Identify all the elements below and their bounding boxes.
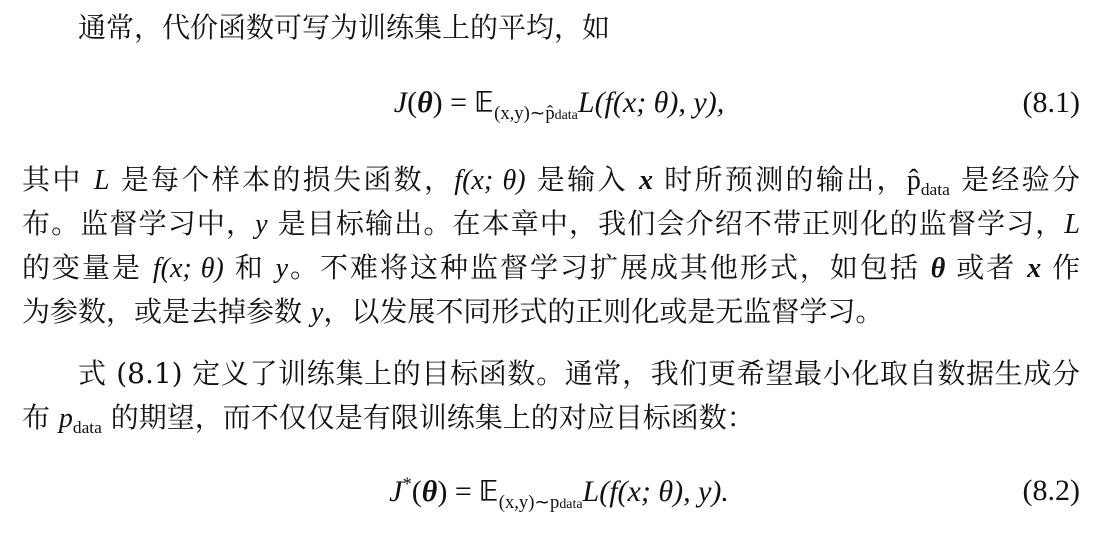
equation-8-1-formula: J(θ) = 𝔼$_{(x,y)\sim p̂data}$L(f(x; θ), y), bbox=[393, 86, 725, 124]
equation-8-2-number: (8.2) bbox=[1022, 474, 1080, 507]
equation-8-1-number: (8.1) bbox=[1022, 86, 1080, 119]
paragraph-2-line-2: 布。监督学习中，y 是目标输出。在本章中，我们会介绍不带正则化的监督学习，L bbox=[22, 207, 1080, 240]
paragraph-2-line-1: 其中 L 是每个样本的损失函数，f(x; θ) 是输入 x 时所预测的输出，$p̂_{data}$ 是经验分 bbox=[22, 163, 1080, 200]
paragraph-3-line-1: 式 (8.1) 定义了训练集上的目标函数。通常，我们更希望最小化取自数据生成分 bbox=[78, 357, 1080, 390]
equation-8-2-formula: J*(θ) = 𝔼$_{(x,y)\sim pdata}$L(f(x; θ), y). bbox=[389, 474, 729, 513]
paragraph-1-line-1: 通常，代价函数可写为训练集上的平均，如 bbox=[78, 11, 611, 44]
equation-8-1 bbox=[0, 82, 1118, 132]
paragraph-2-line-3: 的变量是 f(x; θ) 和 y。不难将这种监督学习扩展成其他形式，如包括 θ 或者 x 作 bbox=[22, 251, 1081, 284]
equation-8-2 bbox=[0, 470, 1118, 520]
paragraph-2-line-4: 为参数，或是去掉参数 y，以发展不同形式的正则化或是无监督学习。 bbox=[22, 295, 884, 328]
paragraph-3-line-2: 布 $p_{data}$ 的期望，而不仅仅是有限训练集上的对应目标函数： bbox=[22, 401, 755, 438]
